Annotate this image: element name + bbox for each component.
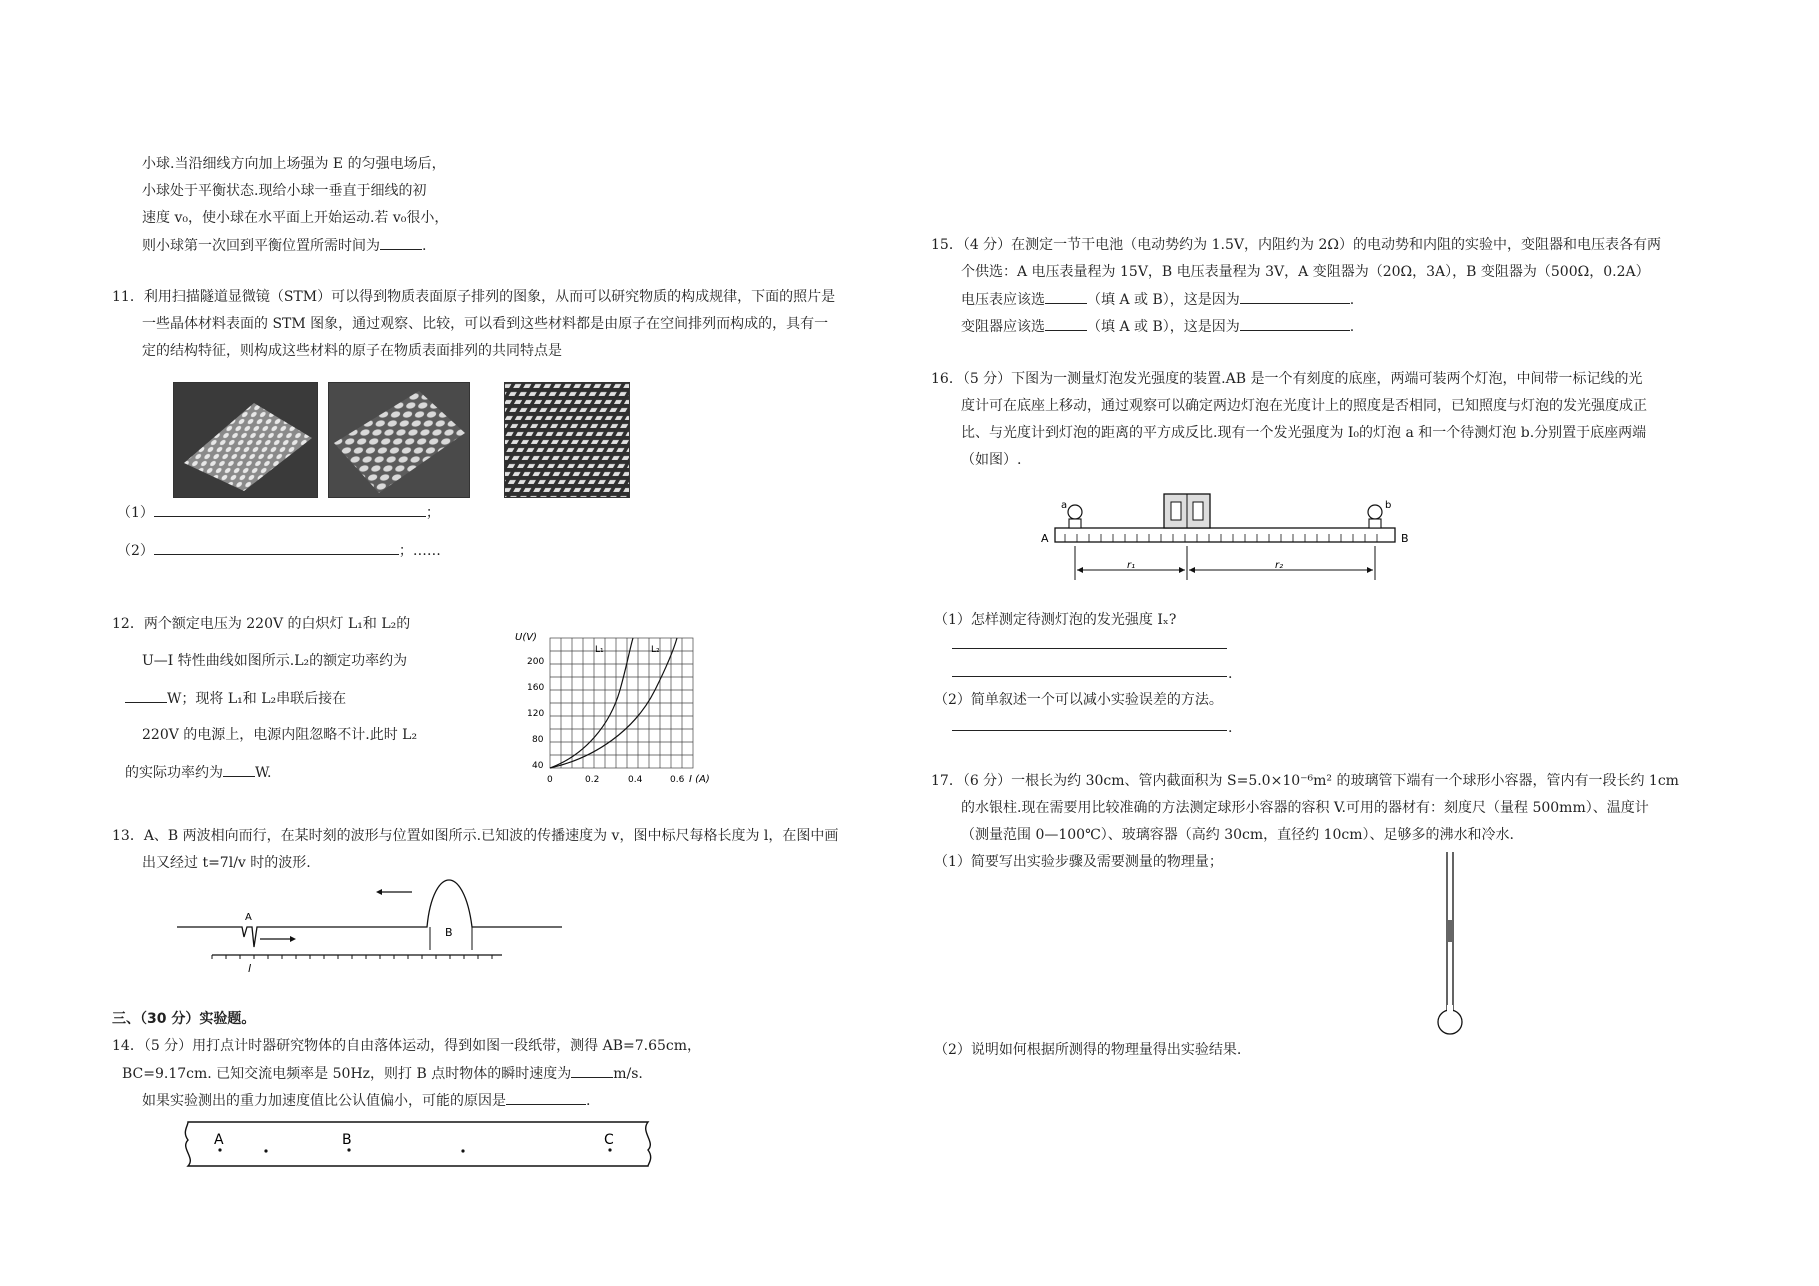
q15-blank-volt-reason[interactable] xyxy=(1240,289,1350,304)
q16-answer-line-1[interactable] xyxy=(952,634,1227,649)
tape-label-a: A xyxy=(214,1132,224,1148)
tape-dot xyxy=(461,1149,464,1152)
q15-blank-voltmeter[interactable] xyxy=(1045,289,1087,304)
q14-line-2 xyxy=(122,1063,643,1084)
curve-label-l1: L₁ xyxy=(595,645,604,655)
q13-line-1: 13．A、B 两波相向而行，在某时刻的波形与位置如图所示.已知波的传播速度为 v，图中标尺每格长度为 l，在图中画 xyxy=(112,828,839,844)
scale-label-l: l xyxy=(248,962,252,975)
q15-line-1: 15．（4 分）在测定一节干电池（电动势约为 1.5V，内阻约为 2Ω）的电动势和内阻的实验中，变阻器和电压表各有两 xyxy=(931,237,1661,253)
mercury-column xyxy=(1447,920,1453,942)
q11-line-2: 一些晶体材料表面的 STM 图象，通过观察、比较，可以看到这些材料都是由原子在空间排列而构成的，具有一 xyxy=(142,316,829,332)
wave-label-a: A xyxy=(245,912,252,923)
ui-graph-xtick: 0.4 xyxy=(628,775,643,785)
q15-blank-res-reason[interactable] xyxy=(1240,316,1350,331)
q15-blank-rheostat[interactable] xyxy=(1045,316,1087,331)
tape-dot xyxy=(264,1149,267,1152)
q16-line-1: 16．（5 分）下图为一测量灯泡发光强度的装置.AB 是一个有刻度的底座，两端可装两个灯泡，中间带一标记线的光 xyxy=(931,371,1643,387)
ui-graph xyxy=(515,630,725,788)
wave-a xyxy=(177,927,422,947)
stm-image-3 xyxy=(504,382,630,498)
lamp-b xyxy=(1368,505,1382,528)
q14-line-2-text: BC=9.17cm. 已知交流电频率是 50Hz，则打 B 点时物体的瞬时速度为 xyxy=(122,1066,572,1082)
q11-answer-1-label: （1） xyxy=(117,505,154,521)
q11-answer-2-end: ；…… xyxy=(398,543,441,559)
q11-answer-2 xyxy=(117,540,441,561)
q12-line-5-text: 的实际功率约为 xyxy=(125,765,223,781)
q14-line-3-text: 如果实验测出的重力加速度值比公认值偏小，可能的原因是 xyxy=(142,1093,506,1109)
q14-blank-2[interactable] xyxy=(506,1090,586,1105)
q14-blank-1[interactable] xyxy=(571,1063,613,1078)
q12-blank-2[interactable] xyxy=(223,762,255,777)
q17-line-3: （测量范围 0—100℃）、玻璃容器（高约 30cm，直径约 10cm）、足够多的沸水和冷水. xyxy=(961,827,1514,843)
r2-label: r₂ xyxy=(1275,560,1284,571)
q12-unit: W. xyxy=(255,765,272,781)
q10-line-3: 速度 v₀，使小球在水平面上开始运动.若 v₀很小， xyxy=(142,210,449,226)
q12-line-4: 220V 的电源上，电源内阻忽略不计.此时 L₂ xyxy=(142,727,418,743)
q15-volt-reason: （填 A 或 B），这是因为 xyxy=(1087,292,1240,308)
q17-sub-2: （2）说明如何根据所测得的物理量得出实验结果. xyxy=(934,1042,1242,1058)
ui-graph-grid xyxy=(550,638,693,768)
base-label-a: A xyxy=(1041,532,1049,545)
q13-line-2: 出又经过 t=7l/v 时的波形. xyxy=(142,855,311,871)
q15-line-2: 个供选：A 电压表量程为 15V，B 电压表量程为 3V，A 变阻器为（20Ω，3A），B 变阻器为（500Ω，0.2A） xyxy=(961,264,1650,280)
q11-line-3: 定的结构特征，则构成这些材料的原子在物质表面排列的共同特点是 xyxy=(142,343,562,359)
q16-answer-line-3[interactable] xyxy=(952,716,1227,731)
stm-image-1-graphic xyxy=(174,383,317,497)
tape-label-c: C xyxy=(604,1132,614,1148)
q16-line-3: 比、与光度计到灯泡的距离的平方成反比.现有一个发光强度为 I₀的灯泡 a 和一个待测灯泡 b.分别置于底座两端 xyxy=(961,425,1647,441)
q10-line-4 xyxy=(142,235,426,256)
wave-label-b: B xyxy=(445,926,453,939)
stm-image-2-graphic xyxy=(329,383,469,497)
ui-graph-xtick: 0 xyxy=(547,775,553,785)
scale-ticks xyxy=(212,955,492,959)
photometer-base xyxy=(1055,528,1395,542)
lamp-label-a: a xyxy=(1061,500,1068,511)
q17-sub-1: （1）简要写出实验步骤及需要测量的物理量； xyxy=(934,854,1223,870)
q12-line-3-text: W；现将 L₁和 L₂串联后接在 xyxy=(167,691,347,707)
q15-line-3: 电压表应该选 （填 A 或 B），这是因为 . xyxy=(961,289,1354,310)
base-label-b: B xyxy=(1401,532,1409,545)
q16-sub-1: （1）怎样测定待测灯泡的发光强度 Iₓ? xyxy=(934,612,1177,628)
q15-volt-prompt: 电压表应该选 xyxy=(961,292,1045,308)
q10-prompt: 则小球第一次回到平衡位置所需时间为 xyxy=(142,238,380,254)
q11-answer-1 xyxy=(117,502,440,523)
q15-line-4: 变阻器应该选 （填 A 或 B），这是因为 . xyxy=(961,316,1354,337)
paper-tape xyxy=(180,1118,660,1170)
q17-line-2: 的水银柱.现在需要用比较准确的方法测定球形小容器的容积 V.可用的器材有：刻度尺（量程 500mm）、温度计 xyxy=(961,800,1649,816)
ui-graph-ytick: 80 xyxy=(532,735,544,745)
q14-line-1: 14．（5 分）用打点计时器研究物体的自由落体运动，得到如图一段纸带，测得 AB=7.65cm， xyxy=(112,1038,702,1054)
lamp-a xyxy=(1068,505,1082,528)
wave-diagram xyxy=(172,875,572,975)
q11-line-1: 11．利用扫描隧道显微镜（STM）可以得到物质表面原子排列的图象，从而可以研究物质的构成规律，下面的照片是 xyxy=(112,289,836,305)
q12-line-2: U—I 特性曲线如图所示.L₂的额定功率约为 xyxy=(142,653,408,669)
q11-answer-1-blank[interactable] xyxy=(154,502,426,517)
q11-answer-2-blank[interactable] xyxy=(154,540,399,555)
q14-line-2-unit: m/s. xyxy=(613,1066,643,1082)
tape-dot xyxy=(218,1148,221,1151)
q16-sub-2: （2）简单叙述一个可以减小实验误差的方法。 xyxy=(934,692,1223,708)
ui-graph-ytick: 200 xyxy=(527,657,545,667)
q16-answer-end: . xyxy=(1228,720,1233,736)
q10-answer-blank[interactable] xyxy=(380,235,422,250)
q15-res-reason: （填 A 或 B），这是因为 xyxy=(1087,319,1240,335)
q12-blank-1[interactable] xyxy=(125,688,167,703)
q12-line-1: 12．两个额定电压为 220V 的白炽灯 L₁和 L₂的 xyxy=(112,616,411,632)
tape-label-b: B xyxy=(342,1132,352,1148)
ui-graph-xtick: 0.6 xyxy=(670,775,685,785)
q12-line-5 xyxy=(125,762,271,783)
q11-answer-2-label: （2） xyxy=(117,543,154,559)
q16-answer-end: . xyxy=(1228,666,1233,682)
ui-graph-ytick: 40 xyxy=(532,761,544,771)
tape-outline xyxy=(185,1122,650,1166)
q10-line-2: 小球处于平衡状态.现给小球一垂直于细线的初 xyxy=(142,183,427,199)
tape-dot xyxy=(608,1148,611,1151)
q16-line-2: 度计可在底座上移动，通过观察可以确定两边灯泡在光度计上的照度是否相同，已知照度与灯泡的发光强度成正 xyxy=(961,398,1647,414)
tape-dot xyxy=(347,1148,350,1151)
q14-line-3-end: . xyxy=(586,1093,591,1109)
ui-graph-ytick: 120 xyxy=(527,709,545,719)
wave-b xyxy=(422,880,562,927)
q12-line-3 xyxy=(125,688,346,709)
ui-graph-xlabel: I (A) xyxy=(689,774,710,785)
r1-label: r₁ xyxy=(1127,560,1136,571)
q11-answer-1-end: ； xyxy=(425,505,440,521)
glass-tube-diagram xyxy=(1430,850,1470,1040)
photometer-diagram xyxy=(1035,490,1415,590)
stm-image-1 xyxy=(173,382,318,498)
q14-line-3 xyxy=(142,1090,590,1111)
stm-image-3-graphic xyxy=(505,383,629,497)
q10-line-1: 小球.当沿细线方向加上场强为 E 的匀强电场后， xyxy=(142,156,446,172)
q16-answer-line-2[interactable] xyxy=(952,662,1227,677)
ui-graph-ylabel: U(V) xyxy=(515,632,537,643)
q15-res-prompt: 变阻器应该选 xyxy=(961,319,1045,335)
ui-graph-xtick: 0.2 xyxy=(585,775,600,785)
curve-label-l2: L₂ xyxy=(651,645,660,655)
q17-line-1: 17．（6 分）一根长为约 30cm、管内截面积为 S=5.0×10⁻⁶m² 的玻璃管下端有一个球形小容器，管内有一段长约 1cm xyxy=(931,773,1679,789)
q10-end: . xyxy=(422,238,427,254)
ui-graph-ytick: 160 xyxy=(527,683,545,693)
q16-line-4: （如图）. xyxy=(961,452,1022,468)
lamp-label-b: b xyxy=(1385,500,1392,511)
stm-image-2 xyxy=(328,382,470,498)
section-3-heading: 三、（30 分）实验题。 xyxy=(112,1011,256,1027)
